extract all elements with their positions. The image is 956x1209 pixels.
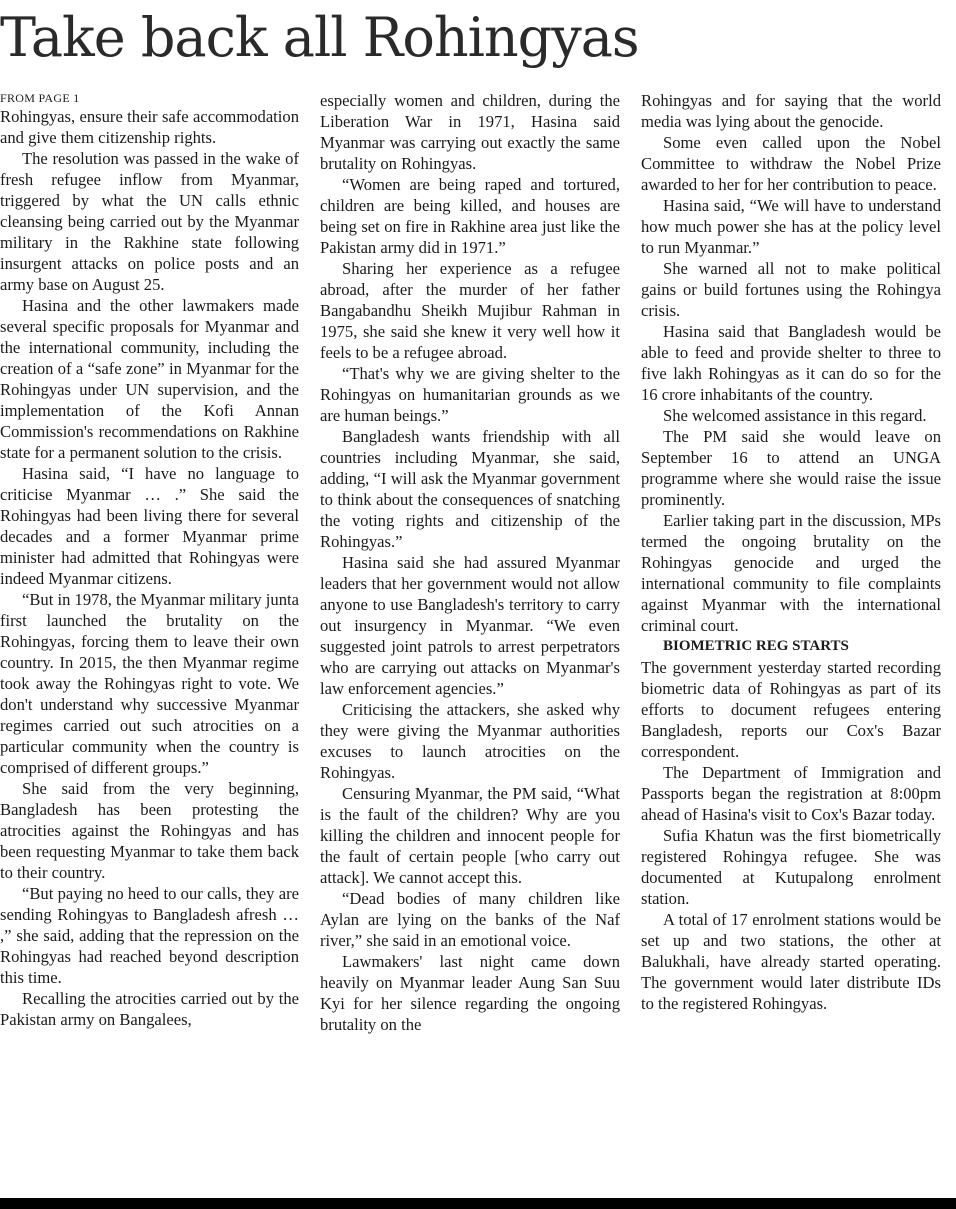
paragraph: Lawmakers' last night came down heavily on Myanmar leader Aung San Suu Kyi for her silence regarding the ongoing brutality on the	[320, 952, 620, 1034]
paragraph: She welcomed assistance in this regard.	[663, 406, 927, 425]
article-column-3	[641, 90, 941, 1198]
paragraph: The Department of Immigration and Passports began the registration at 8:00pm ahead of Hasina's visit to Cox's Bazar today.	[641, 763, 941, 824]
paragraph: She said from the very beginning, Bangladesh has been protesting the atrocities against the Rohingyas and has been requesting Myanmar to take them back to their country.	[0, 779, 299, 882]
paragraph: Rohingyas, ensure their safe accommodation and give them citizenship rights.	[0, 107, 299, 147]
paragraph: A total of 17 enrolment stations would be set up and two stations, the other at Balukhali, have already started operating. The government would later distribute IDs to the registered Rohingyas.	[641, 910, 941, 1013]
section-subhead: BIOMETRIC REG STARTS	[663, 638, 849, 654]
continuation-kicker: FROM PAGE 1	[0, 91, 80, 105]
paragraph: The government yesterday started recording biometric data of Rohingyas as part of its efforts to document refugees entering Bangladesh, reports our Cox's Bazar correspondent.	[641, 658, 941, 761]
paragraph: Sharing her experience as a refugee abroad, after the murder of her father Bangabandhu Sheikh Mujibur Rahman in 1975, she said she knew it very well how it feels to be a refugee abroad.	[320, 259, 620, 362]
paragraph: Hasina and the other lawmakers made several specific proposals for Myanmar and the international community, including the creation of a “safe zone” in Myanmar for the Rohingyas under UN supervision, and the implementation of the Kofi Annan Commission's recommendations on Rakhine state for a permanent solution to the crisis.	[0, 296, 299, 462]
paragraph: She warned all not to make political gains or build fortunes using the Rohingya crisis.	[641, 259, 941, 320]
article-headline: Take back all Rohingyas	[0, 6, 639, 69]
paragraph: The PM said she would leave on September 16 to attend an UNGA programme where she would raise the issue prominently.	[641, 427, 941, 509]
article-column-1	[0, 90, 299, 1198]
paragraph: Censuring Myanmar, the PM said, “What is the fault of the children? Why are you killing the children and innocent people for the fault of certain people [who carry out attack]. We cannot accept this.	[320, 784, 620, 887]
paragraph: Rohingyas and for saying that the world media was lying about the genocide.	[641, 91, 941, 131]
paragraph: Hasina said, “We will have to understand how much power she has at the policy level to run Myanmar.”	[641, 196, 941, 257]
paragraph: Hasina said, “I have no language to criticise Myanmar … .” She said the Rohingyas had been living there for several decades and a former Myanmar prime minister had admitted that Rohingyas were indeed Myanmar citizens.	[0, 464, 299, 588]
paragraph: The resolution was passed in the wake of fresh refugee inflow from Myanmar, triggered by what the UN calls ethnic cleansing being carried out by the Myanmar military in the Rakhine state following insurgent attacks on police posts and an army base on August 25.	[0, 149, 299, 294]
paragraph: Recalling the atrocities carried out by the Pakistan army on Bangalees,	[0, 989, 299, 1029]
paragraph: Bangladesh wants friendship with all countries including Myanmar, she said, adding, “I will ask the Myanmar government to think about the consequences of snatching the voting rights and citizenship of the Rohingyas.”	[320, 427, 620, 551]
paragraph: Sufia Khatun was the first biometrically registered Rohingya refugee. She was documented at Kutupalong enrolment station.	[641, 826, 941, 908]
page-bottom-rule	[0, 1198, 956, 1209]
paragraph: “Dead bodies of many children like Aylan are lying on the banks of the Naf river,” she said in an emotional voice.	[320, 889, 620, 950]
paragraph: “But paying no heed to our calls, they are sending Rohingyas to Bangladesh afresh … ,” she said, adding that the repression on the Rohingyas had reached beyond description this time.	[0, 884, 299, 987]
paragraph: “That's why we are giving shelter to the Rohingyas on humanitarian grounds as we are human beings.”	[320, 364, 620, 425]
paragraph: Earlier taking part in the discussion, MPs termed the ongoing brutality on the Rohingyas genocide and urged the international community to file complaints against Myanmar with the international criminal court.	[641, 511, 941, 635]
paragraph: “Women are being raped and tortured, children are being killed, and houses are being set on fire in Rakhine area just like the Pakistan army did in 1971.”	[320, 175, 620, 257]
paragraph: Some even called upon the Nobel Committee to withdraw the Nobel Prize awarded to her for her contribution to peace.	[641, 133, 941, 194]
paragraph: Hasina said she had assured Myanmar leaders that her government would not allow anyone to use Bangladesh's territory to carry out insurgency in Myanmar. “We even suggested joint patrols to arrest perpetrators who are carrying out attacks on Myanmar's law enforcement agencies.”	[320, 553, 620, 698]
paragraph: “But in 1978, the Myanmar military junta first launched the brutality on the Rohingyas, forcing them to leave their own country. In 2015, the then Myanmar regime took away the Rohingyas right to vote. We don't understand why successive Myanmar regimes carried out such atrocities on a particular community when the country is comprised of different groups.”	[0, 590, 299, 777]
article-column-2	[320, 90, 620, 1198]
paragraph: Criticising the attackers, she asked why they were giving the Myanmar authorities excuses to launch atrocities on the Rohingyas.	[320, 700, 620, 782]
paragraph: Hasina said that Bangladesh would be able to feed and provide shelter to three to five lakh Rohingyas as it can do so for the 16 crore inhabitants of the country.	[641, 322, 941, 404]
paragraph: especially women and children, during the Liberation War in 1971, Hasina said Myanmar was carrying out exactly the same brutality on Rohingyas.	[320, 91, 620, 173]
